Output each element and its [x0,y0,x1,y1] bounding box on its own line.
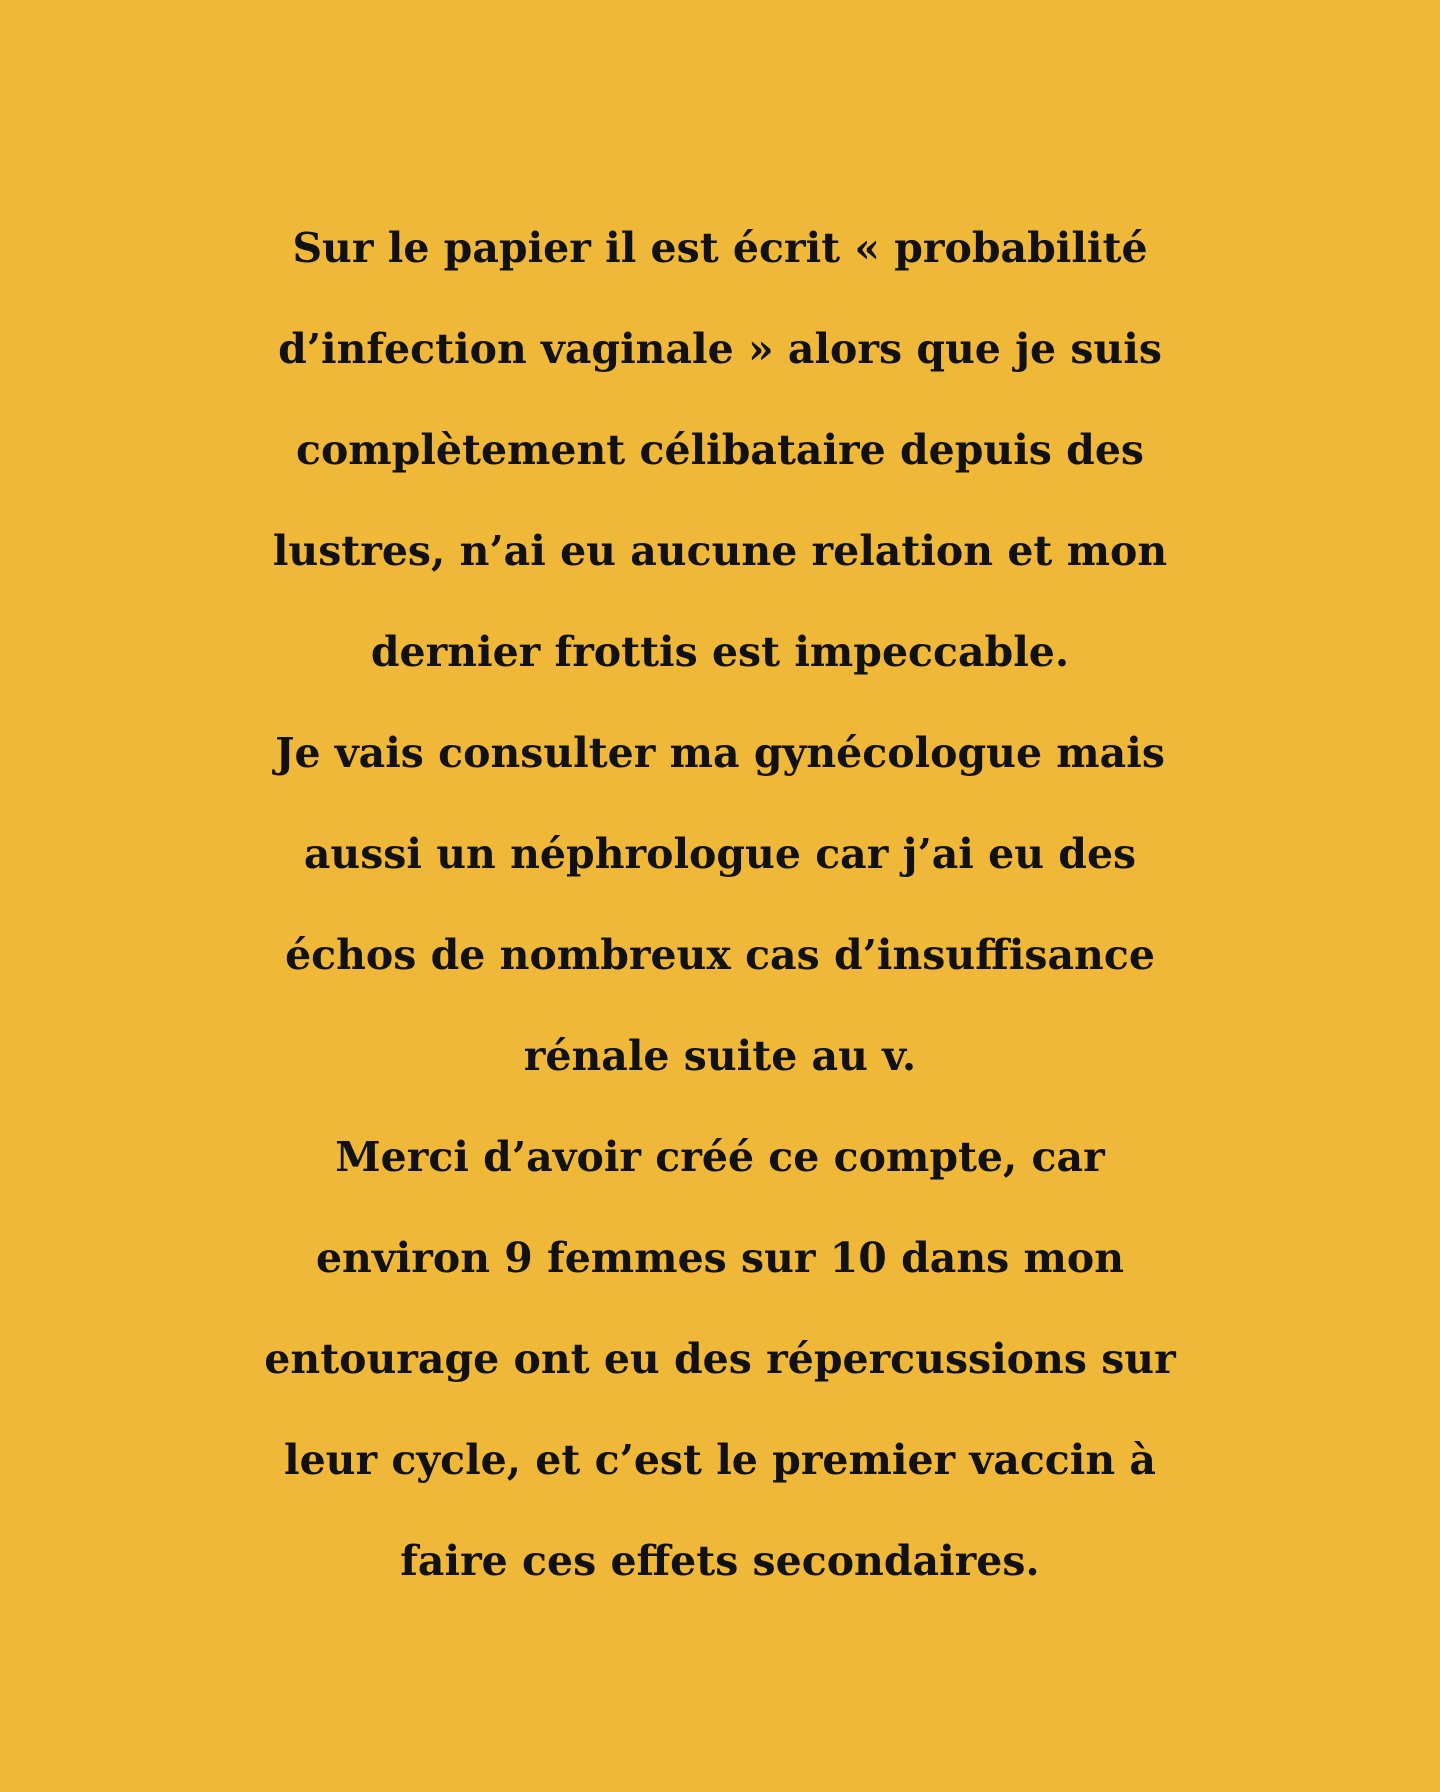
text-line: échos de nombreux cas d’insuffisance [285,931,1155,979]
text-line: dernier frottis est impeccable. [370,628,1070,676]
text-line: Je vais consulter ma gynécologue mais [275,729,1165,777]
text-line: leur cycle, et c’est le premier vaccin à [284,1436,1156,1484]
text-line: d’infection vaginale » alors que je suis [278,325,1162,373]
text-line: faire ces effets secondaires. [400,1537,1040,1585]
testimonial-text [0,198,1440,1612]
text-line: complètement célibataire depuis des [295,426,1144,474]
text-line: aussi un néphrologue car j’ai eu des [303,830,1137,878]
text-line: environ 9 femmes sur 10 dans mon [315,1234,1125,1282]
text-line: rénale suite au v. [523,1032,917,1080]
text-line: Sur le papier il est écrit « probabilité [292,224,1148,272]
text-line: lustres, n’ai eu aucune relation et mon [272,527,1168,575]
text-line: entourage ont eu des répercussions sur [264,1335,1176,1383]
text-line: Merci d’avoir créé ce compte, car [335,1133,1105,1181]
